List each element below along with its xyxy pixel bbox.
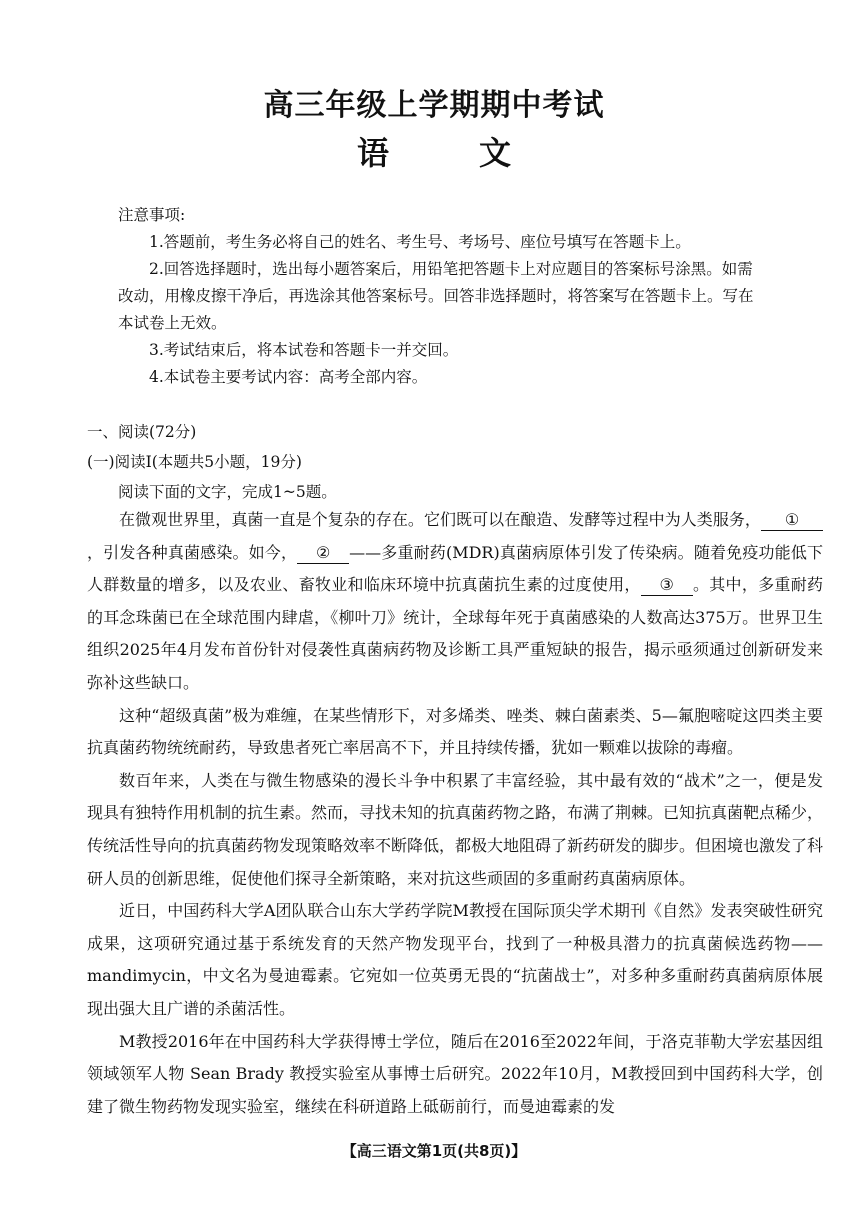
subject-char-1: 语 [356, 134, 389, 172]
answer-blank-3: ③ [641, 575, 693, 596]
passage-paragraph-3: 数百年来，人类在与微生物感染的漫长斗争中积累了丰富经验，其中最有效的“战术”之一，便是发现具有独特作用机制的抗生素。然而，寻找未知的抗真菌药物之路，布满了荆棘。已知抗真菌靶点稀少，传统活性导向的抗真菌药物发现策略效率不断降低，都极大地阻碍了新药研发的脚步。但困境也激发了科研人员的创新思维，促使他们探寻全新策略，来对抗这些顽固的多重耐药真菌病原体。 [87, 770, 824, 888]
notice-item-2: 2.回答选择题时，选出每小题答案后，用铅笔把答题卡上对应题目的答案标号涂黑。如需改动，用橡皮擦干净后，再选涂其他答案标号。回答非选择题时，将答案写在答题卡上。写在本试卷上无效。 [118, 260, 754, 332]
passage-paragraph-5: M教授2016年在中国药科大学获得博士学位，随后在2016至2022年间，于洛克菲勒大学宏基因组领域领军人物 Sean Brady 教授实验室从事博士后研究。2022年10月，M教授回到中国药科大学，创建了微生物药物发现实验室，继续在科研道路上砥砺前行，而曼迪霉素的发 [87, 1031, 823, 1116]
notice-item-3: 3.考试结束后，将本试卷和答题卡一并交回。 [149, 341, 459, 359]
subsection-heading: (一)阅读Ⅰ(本题共5小题，19分) [87, 453, 302, 471]
reading-passage [87, 504, 823, 1123]
exam-title: 高三年级上学期期中考试 [263, 88, 605, 123]
notice-item-1: 1.答题前，考生务必将自己的姓名、考生号、考场号、座位号填写在答题卡上。 [149, 233, 691, 251]
notice-item-4: 4.本试卷主要考试内容：高考全部内容。 [149, 368, 428, 386]
subject-title [0, 128, 868, 174]
notice-heading: 注意事项: [118, 206, 186, 224]
passage-paragraph-2: 这种“超级真菌”极为难缠，在某些情形下，对多烯类、唑类、棘白菌素类、5—氟胞嘧啶这四类主要抗真菌药物统统耐药，导致患者死亡率居高不下，并且持续传播，犹如一颗难以拔除的毒瘤。 [87, 705, 823, 758]
section-heading: 一、阅读(72分) [87, 423, 197, 441]
answer-blank-2: ② [297, 543, 349, 564]
passage-paragraph-1: 在微观世界里，真菌一直是个复杂的存在。它们既可以在酿造、发酵等过程中为人类服务， ①，引发各种真菌感染。如今， ② ——多重耐药(MDR)真菌病原体引发了传染病。随着免疫功能低下人群数量的增多，以及农业、畜牧业和临床环境中抗真菌抗生素的过度使用， ③ 。其中，多重耐药的耳念珠菌已在全球范围内肆虐，《柳叶刀》统计，全球每年死于真菌感染的人数高达375万。世界卫生组织2025年4月发布首份针对侵袭性真菌病药物及诊断工具严重短缺的报告，揭示亟须通过创新研发来弥补这些缺口。 [87, 510, 823, 692]
subject-char-2: 文 [479, 134, 512, 172]
passage-paragraph-4: 近日，中国药科大学A团队联合山东大学药学院M教授在国际顶尖学术期刊《自然》发表突破性研究成果，这项研究通过基于系统发育的天然产物发现平台，找到了一种极具潜力的抗真菌候选药物——mandimycin，中文名为曼迪霉素。它宛如一位英勇无畏的“抗菌战士”，对多种多重耐药真菌病原体展现出强大且广谱的杀菌活性。 [87, 901, 823, 1018]
reading-instruction: 阅读下面的文字，完成1~5题。 [118, 483, 337, 501]
exam-notice [118, 202, 768, 391]
page-footer: 【高三语文第1页(共8页)】 [341, 1142, 527, 1160]
answer-blank-1: ① [761, 510, 823, 531]
